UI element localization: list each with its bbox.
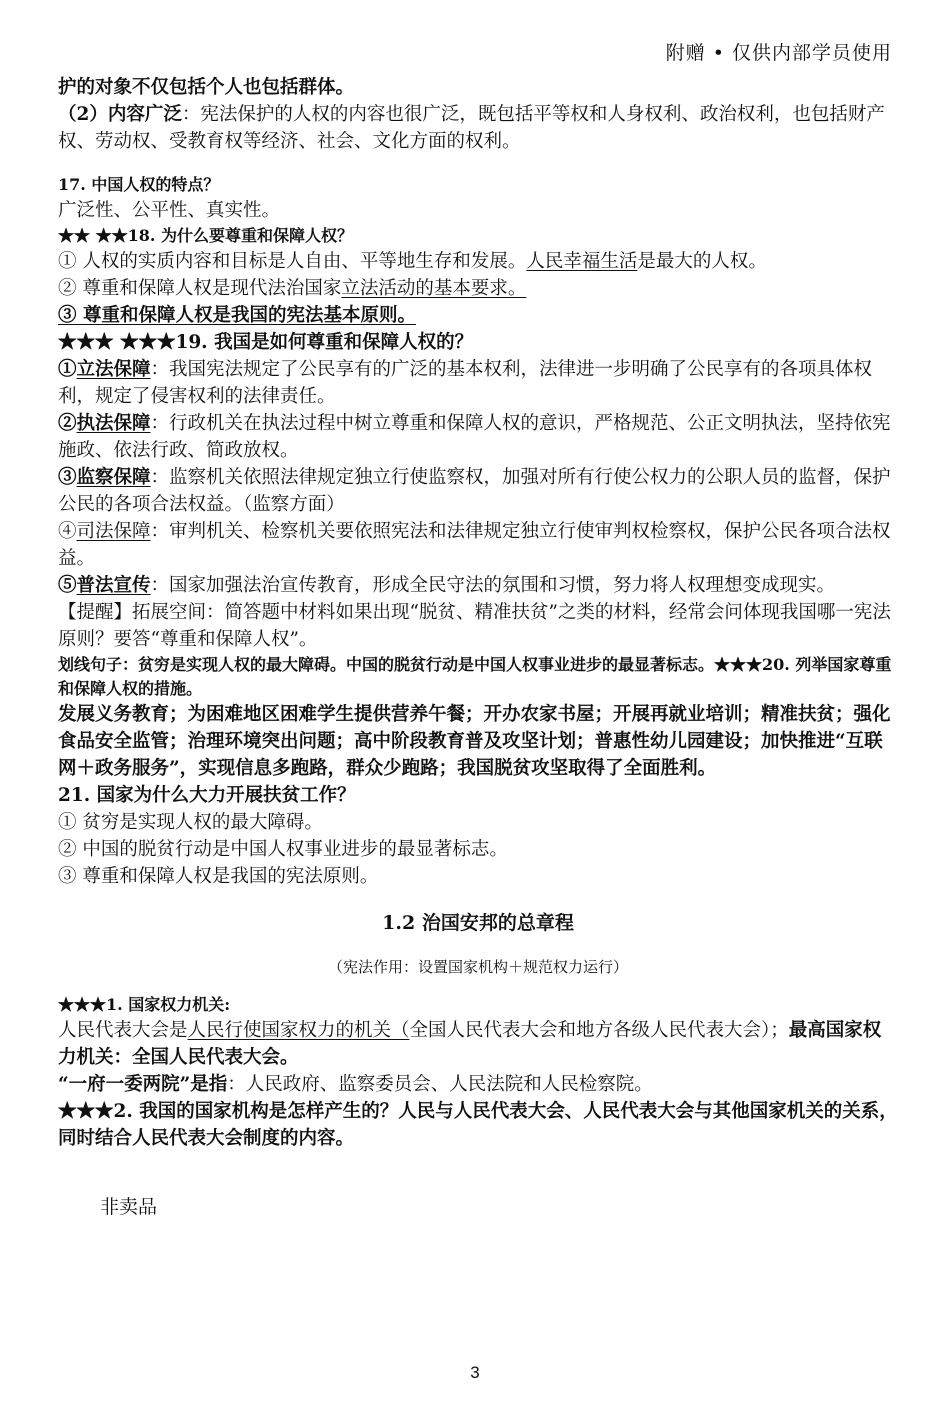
q19-item xyxy=(58,464,898,518)
q21-answer-1: ① 贫穷是实现人权的最大障碍。 xyxy=(58,812,323,833)
q18-a1-post: 是最大的人权。 xyxy=(637,251,767,272)
s1-line-2 xyxy=(58,1071,898,1098)
s1-line2-bold: “一府一委两院”是指 xyxy=(58,1074,228,1095)
q19-item-text: ：我国宪法规定了公民享有的广泛的基本权利，法律进一步明确了公民享有的各项具体权利，规定了侵害权利的法律责任。 xyxy=(58,359,873,407)
q19-item-number: ① xyxy=(58,359,77,380)
s1-line1-post: 全国人民代表大会和地方各级人民代表大会）； xyxy=(409,1020,789,1041)
q18-title: ★★ ★★18. 为什么要尊重和保障人权？ xyxy=(58,226,353,245)
q19-item-text: ：审判机关、检察机关要依照宪法和法律规定独立行使审判权检察权，保护公民各项合法权益。 xyxy=(58,521,891,569)
q19-item xyxy=(58,572,898,599)
q19-item-number: ④ xyxy=(58,521,77,542)
intro-item-2-text: ：宪法保护的人权的内容也很广泛，既包括平等权和人身权利、政治权利，也包括财产权、劳动权、受教育权等经济、社会、文化方面的权利。 xyxy=(58,104,885,152)
q19-item-number: ⑤ xyxy=(58,575,77,596)
q18-answer-1 xyxy=(58,248,898,275)
section-title: 1.2 治国安邦的总章程 xyxy=(382,912,574,934)
s1-title: ★★★1. 国家权力机关: xyxy=(58,995,231,1014)
q18-a1-text: ① 人权的实质内容和目标是人自由、平等地生存和发展。 xyxy=(58,251,527,272)
q19-item xyxy=(58,356,898,410)
q20-answer: 发展义务教育；为困难地区困难学生提供营养午餐；开办农家书屋；开展再就业培训；精准扶贫；强化食品安全监管；治理环境突出问题；高中阶段教育普及攻坚计划；普惠性幼儿园建设；加快推进“互联网＋政务服务”，实现信息多跑路，群众少跑路；我国脱贫攻坚取得了全面胜利。 xyxy=(58,704,891,779)
q19-tip: 【提醒】拓展空间：简答题中材料如果出现“脱贫、精准扶贫”之类的材料，经常会问体现我国哪一宪法原则？要答“尊重和保障人权”。 xyxy=(58,602,891,650)
q19-title: ★★★ ★★★19. 我国是如何尊重和保障人权的？ xyxy=(58,332,474,353)
q19-item-label: 监察保障 xyxy=(76,467,151,488)
q17-title: 17. 中国人权的特点？ xyxy=(58,175,220,194)
q19-item-label: 立法保障 xyxy=(76,359,151,380)
q21-title: 21. 国家为什么大力开展扶贫工作？ xyxy=(58,785,356,806)
s1-line2-text: ：人民政府、监察委员会、人民法院和人民检察院。 xyxy=(227,1074,653,1095)
page-number: 3 xyxy=(470,1363,480,1382)
q19-items xyxy=(58,356,898,599)
q18-a2-underline: 立法活动的基本要求。 xyxy=(341,278,527,299)
q18-a1-underline: 人民幸福生活 xyxy=(526,251,638,272)
s2-title: ★★★2. 我国的国家机构是怎样产生的？人民与人民代表大会、人民代表大会与其他国家机关的关系，同时结合人民代表大会制度的内容。 xyxy=(58,1101,898,1149)
intro-line: 护的对象不仅包括个人也包括群体。 xyxy=(58,77,355,98)
q19-item-label: 普法宣传 xyxy=(76,575,151,596)
q21-answer-2: ② 中国的脱贫行动是中国人权事业进步的最显著标志。 xyxy=(58,839,508,860)
intro-item-2-label: （2）内容广泛 xyxy=(58,104,182,125)
q19-item-text: ：国家加强法治宣传教育，形成全民守法的氛围和习惯，努力将人权理想变成现实。 xyxy=(150,575,836,596)
footer-note: 非卖品 xyxy=(100,1196,158,1218)
document-body xyxy=(58,74,898,1152)
q21-answer-3: ③ 尊重和保障人权是我国的宪法原则。 xyxy=(58,866,379,887)
s1-line1-bold: 最高国家权力机关：全国人民代表大会。 xyxy=(58,1020,882,1068)
s1-line-1 xyxy=(58,1017,898,1071)
page-header: 附赠 • 仅供内部学员使用 xyxy=(665,42,892,64)
q19-item-number: ③ xyxy=(58,467,77,488)
q19-item-label: 执法保障 xyxy=(76,413,151,434)
q19-item-label: 司法保障 xyxy=(76,521,151,542)
q19-item-number: ② xyxy=(58,413,77,434)
q20-title-line: 划线句子：贫穷是实现人权的最大障碍。中国的脱贫行动是中国人权事业进步的最显著标志。★★★20. 列举国家尊重和保障人权的措施。 xyxy=(58,655,892,698)
q18-answer-3 xyxy=(58,302,898,329)
q19-item-text: ：行政机关在执法过程中树立尊重和保障人权的意识，严格规范、公正文明执法，坚持依宪施政、依法行政、简政放权。 xyxy=(58,413,891,461)
q19-item-text: ：监察机关依照法律规定独立行使监察权，加强对所有行使公权力的公职人员的监督，保护公民的各项合法权益。（监察方面） xyxy=(58,467,891,515)
section-subtitle: （宪法作用：设置国家机构＋规范权力运行） xyxy=(327,958,628,976)
q19-item xyxy=(58,518,898,572)
q18-answer-2 xyxy=(58,275,898,302)
q19-item xyxy=(58,410,898,464)
q17-answer: 广泛性、公平性、真实性。 xyxy=(58,200,281,221)
s1-line1-underline: 人民行使国家权力的机关（ xyxy=(187,1020,410,1041)
q18-a2-text: ② 尊重和保障人权是现代法治国家 xyxy=(58,278,342,299)
intro-item-2 xyxy=(58,101,898,155)
s1-line1-pre: 人民代表大会是 xyxy=(58,1020,188,1041)
q18-a3-text: ③ 尊重和保障人权是我国的宪法基本原则。 xyxy=(58,305,416,326)
